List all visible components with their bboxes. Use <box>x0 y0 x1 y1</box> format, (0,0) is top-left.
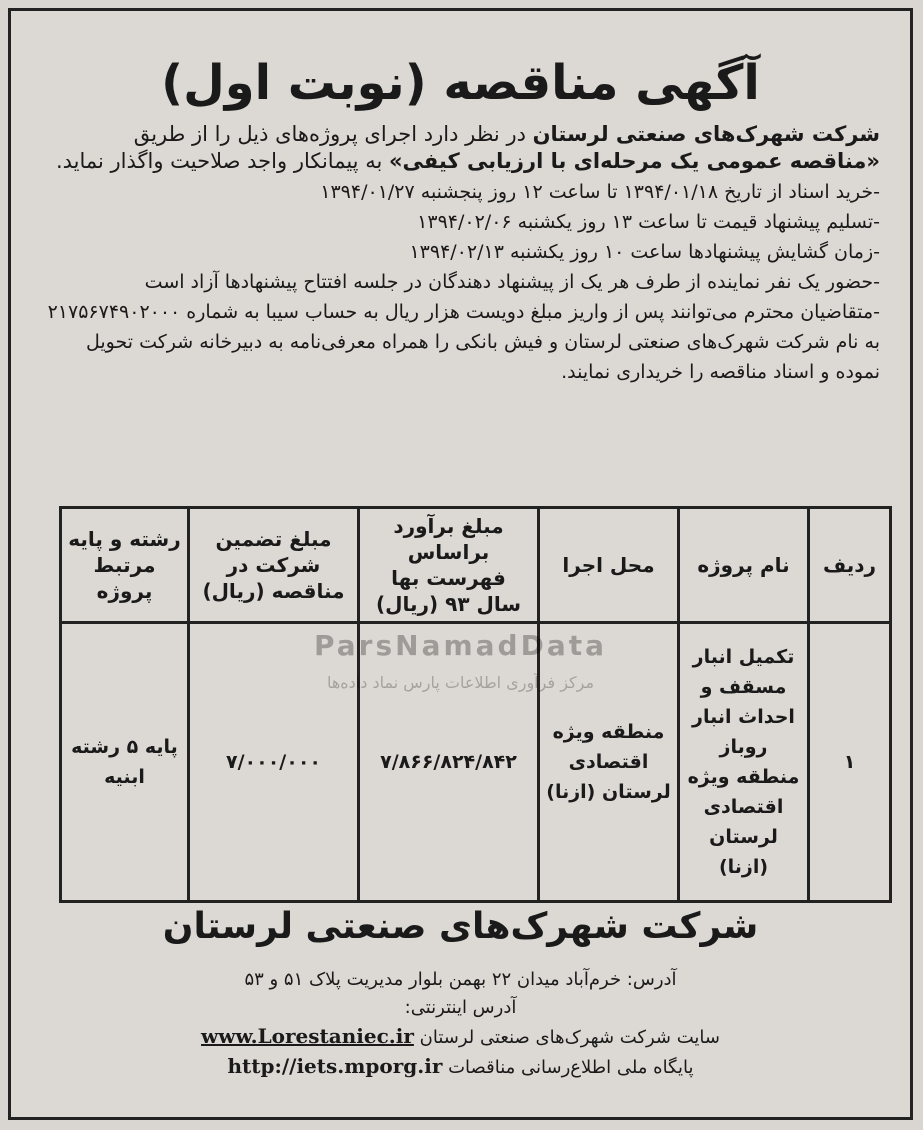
watermark-text: ParsNamadData <box>314 629 607 662</box>
portal-label: پایگاه ملی اطلاع‌رسانی مناقصات <box>448 1057 694 1078</box>
header-guarantee: مبلغ تضمین شرکت در مناقصه (ریال) <box>189 508 359 623</box>
watermark-subtext: مرکز فرآوری اطلاعات پارس نماد داده‌ها <box>326 673 595 692</box>
footer-address-block <box>11 966 910 1082</box>
website-link[interactable]: www.Lorestaniec.ir <box>201 1024 414 1048</box>
intro-text-1: در نظر دارد اجرای پروژه‌های ذیل را از طریق <box>133 122 533 146</box>
postal-address: آدرس: خرم‌آباد میدان ۲۲ بهمن بلوار مدیریت پلاک ۵۱ و ۵۳ <box>244 969 677 990</box>
cell-grade: پایه ۵ رشته ابنیه <box>61 623 189 902</box>
header-project-name: نام پروژه <box>679 508 809 623</box>
table-row <box>61 623 891 902</box>
portal-link[interactable]: http://iets.mporg.ir <box>227 1054 443 1078</box>
condition-item: -زمان گشایش پیشنهادها ساعت ۱۰ روز یکشنبه ۱۳۹۴/۰۲/۱۳ <box>409 241 880 263</box>
header-grade: رشته و پایه مرتبط پروژه <box>61 508 189 623</box>
cell-project-name: تکمیل انبار مسقف و احداث انبار روباز منطقه ویژه اقتصادی لرستان (ازنا) <box>679 623 809 902</box>
ad-frame <box>8 8 913 1120</box>
cell-location: منطقه ویژه اقتصادی لرستان (ازنا) <box>539 623 679 902</box>
header-estimate: مبلغ برآورد براساس فهرست بها سال ۹۳ (ریال) <box>359 508 539 623</box>
intro-paragraph <box>41 121 880 175</box>
condition-item: -خرید اسناد از تاریخ ۱۳۹۴/۰۱/۱۸ تا ساعت ۱۲ روز پنجشنبه ۱۳۹۴/۰۱/۲۷ <box>320 181 880 203</box>
portal-line <box>11 1052 910 1082</box>
header-location: محل اجرا <box>539 508 679 623</box>
cell-row-number: ۱ <box>809 623 891 902</box>
table-header-row <box>61 508 891 623</box>
company-name: شرکت شهرک‌های صنعتی لرستان <box>532 122 880 146</box>
tender-type: «مناقصه عمومی یک مرحله‌ای با ارزیابی کیفی» <box>388 149 880 173</box>
conditions-list <box>41 177 880 387</box>
ad-title: آگهی مناقصه (نوبت اول) <box>161 55 760 111</box>
condition-item: -متقاضیان محترم می‌توانند پس از واریز مبلغ دویست هزار ریال به حساب سیبا به شماره ۲۱۷۵۶۷۴۹۰۲۰۰۰ به نام شرکت شهرک‌های صنعتی لرستان و فیش بانکی را همراه معرفی‌نامه به دبیرخانه شرکت تحویل نموده و اسناد مناقصه را خریداری نمایند. <box>47 301 880 383</box>
header-row-number: ردیف <box>809 508 891 623</box>
projects-table <box>59 506 892 903</box>
condition-item: -حضور یک نفر نماینده از طرف هر یک از پیشنهاد دهندگان در جلسه افتتاح پیشنهادها آزاد است <box>144 271 880 293</box>
cell-estimate: ۷/۸۶۶/۸۲۴/۸۴۲ <box>359 623 539 902</box>
intro-text-2: به پیمانکار واجد صلاحیت واگذار نماید. <box>55 149 389 173</box>
cell-guarantee: ۷/۰۰۰/۰۰۰ <box>189 623 359 902</box>
footer-company-name: شرکت شهرک‌های صنعتی لرستان <box>162 906 759 947</box>
condition-item: -تسلیم پیشنهاد قیمت تا ساعت ۱۳ روز یکشنبه ۱۳۹۴/۰۲/۰۶ <box>417 211 880 233</box>
website-label: سایت شرکت شهرک‌های صنعتی لرستان <box>419 1027 720 1048</box>
internet-label: آدرس اینترنتی: <box>404 997 517 1018</box>
website-line <box>11 1022 910 1052</box>
